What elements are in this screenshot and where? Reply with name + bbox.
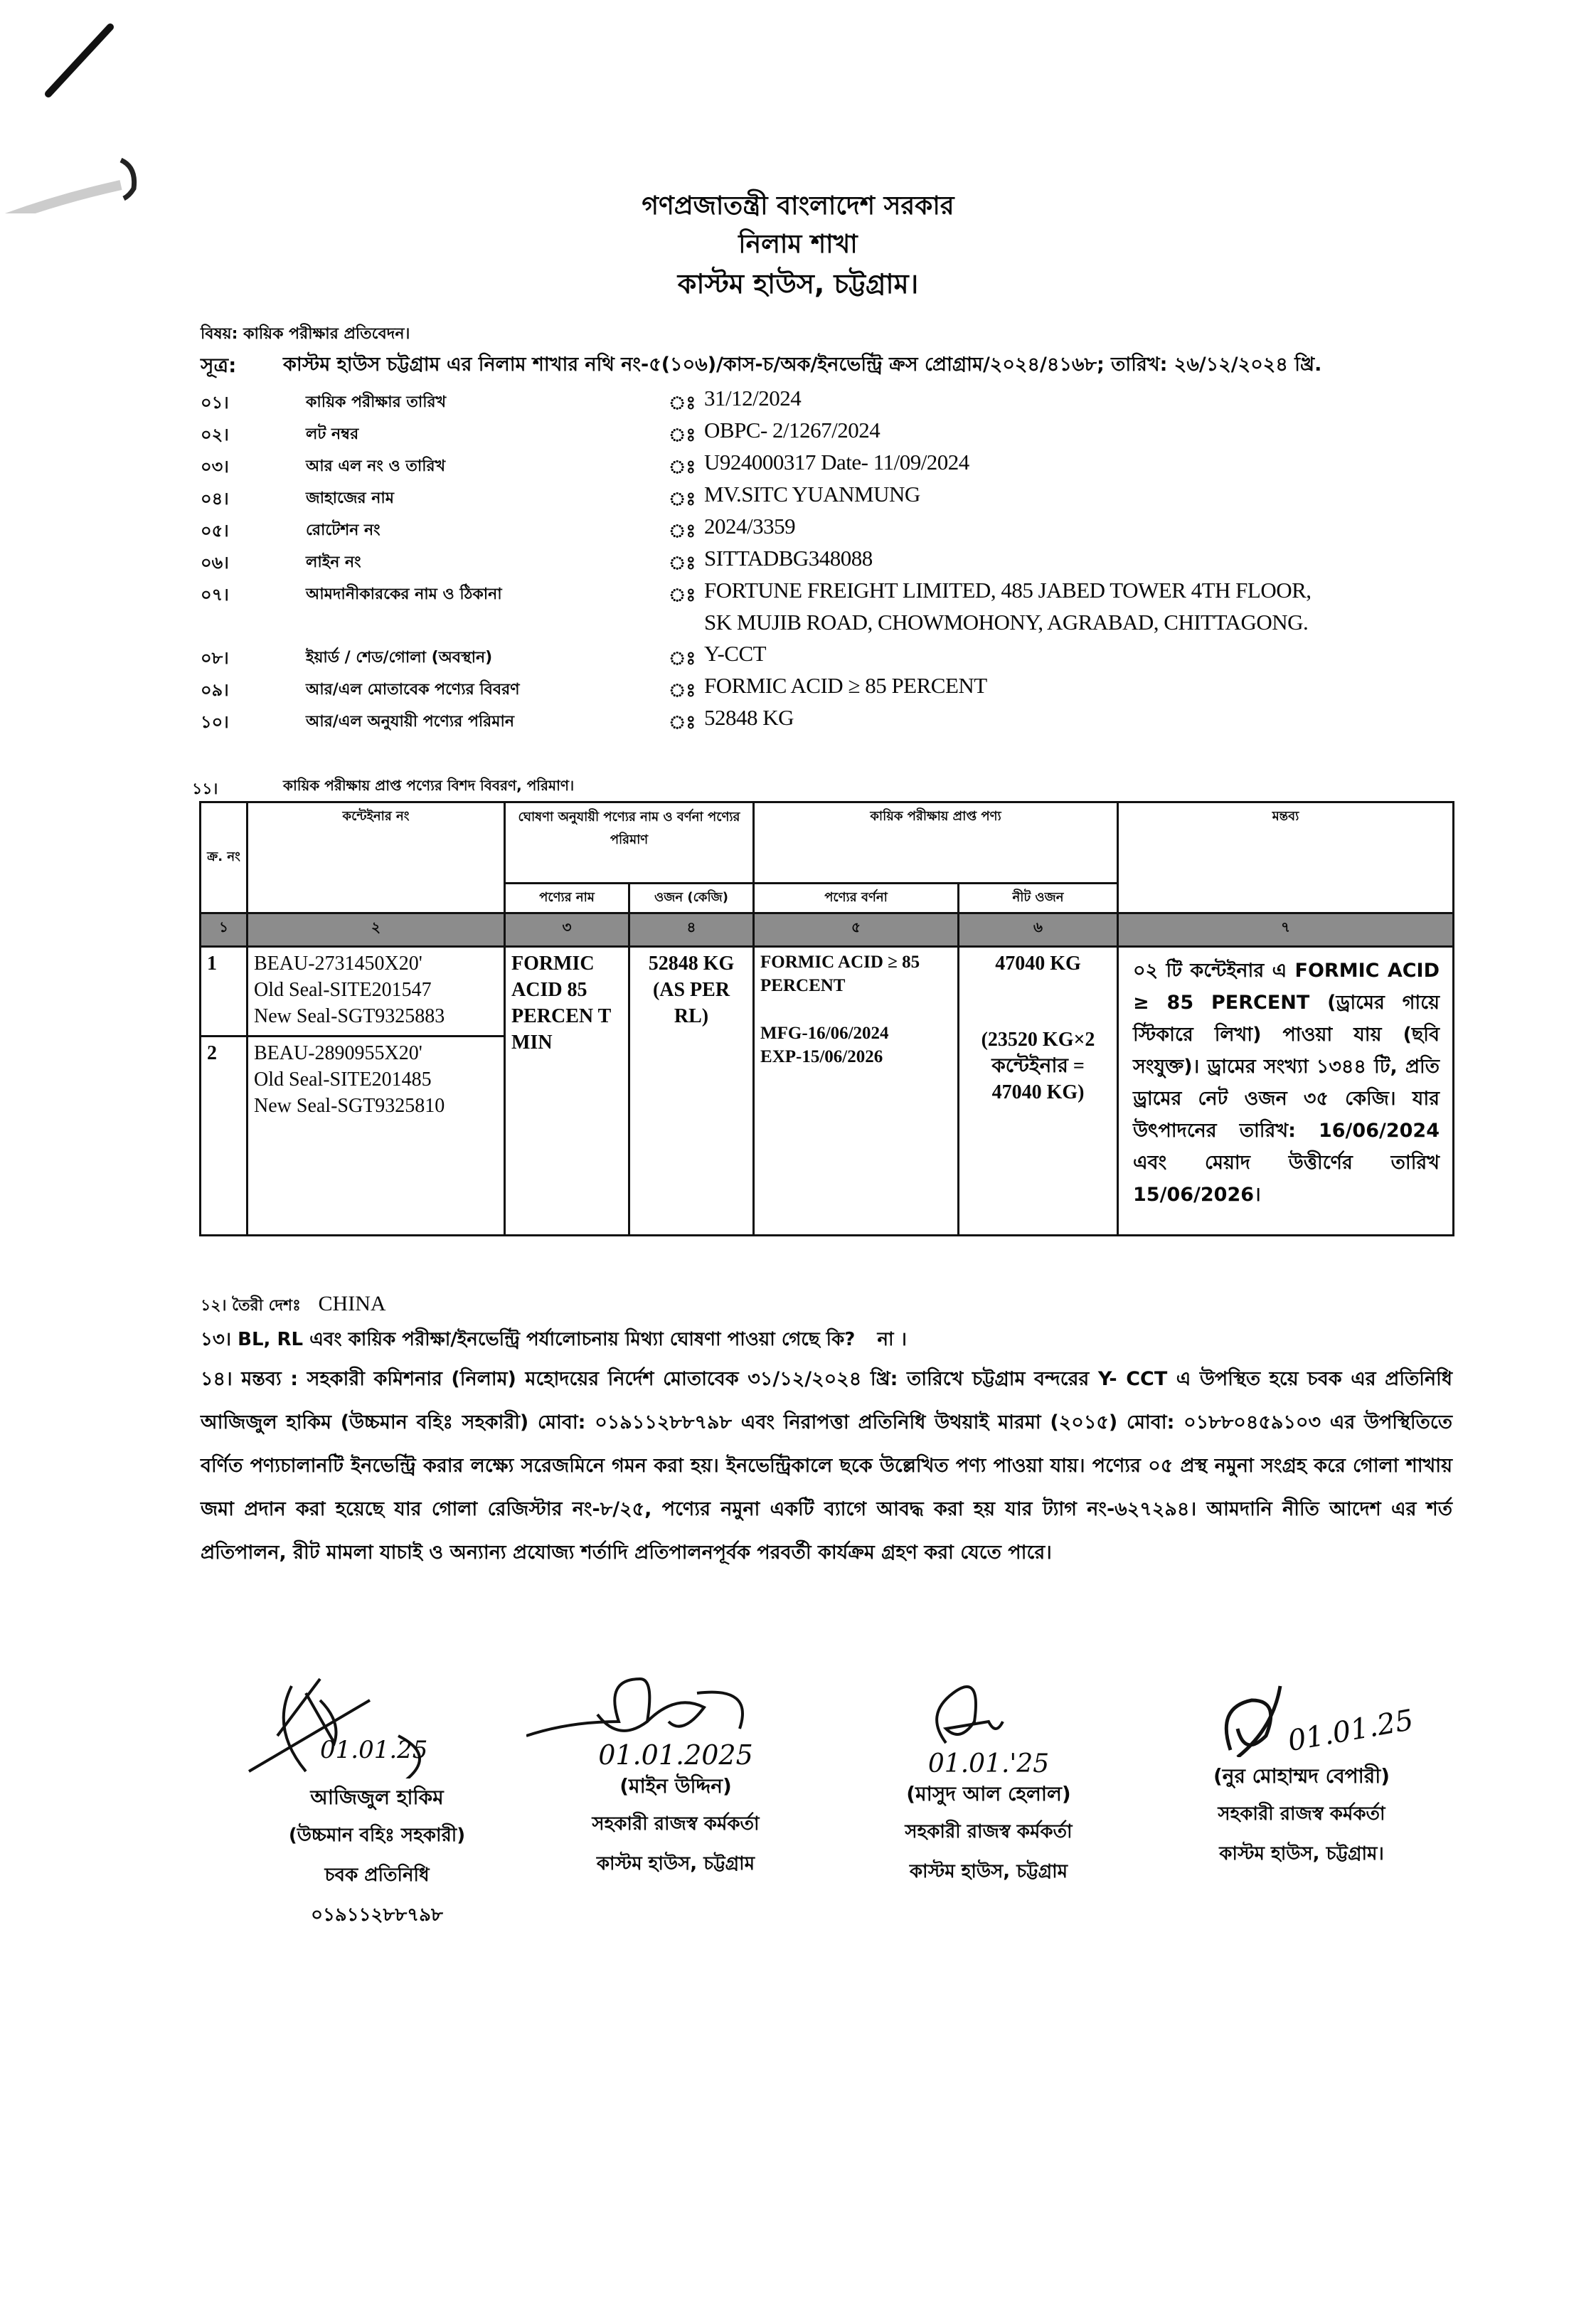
signature-scribble: [526, 1672, 825, 1750]
column-index: ৩: [505, 913, 629, 947]
manufacture-date: MFG-16/06/2024: [760, 1024, 889, 1043]
signatory-designation: সহকারী রাজস্ব কর্মকর্তা: [1218, 1803, 1385, 1825]
signatory-1: [220, 1672, 533, 1935]
old-seal: Old Seal-SITE201547: [254, 979, 432, 1001]
reference-label: সূত্র:: [201, 354, 237, 377]
container-cell: [248, 1037, 505, 1236]
field-number: ১০।: [201, 712, 229, 732]
field-label: লাইন নং: [306, 553, 361, 571]
new-seal: New Seal-SGT9325810: [254, 1095, 445, 1117]
net-weight-calculation: (23520 KG×2 কন্টেইনার = 47040 KG): [981, 1029, 1095, 1103]
column-index: ২: [248, 913, 505, 947]
handwritten-date: 01.01.'25: [927, 1749, 1050, 1778]
branch-title: নিলাম শাখা: [738, 230, 858, 259]
office-title: কাস্টম হাউস, চট্টগ্রাম।: [677, 268, 919, 299]
field-label: কায়িক পরীক্ষার তারিখ: [306, 393, 447, 411]
signatory-4: [1145, 1672, 1458, 1874]
handwritten-date: 01.01.25: [1285, 1703, 1416, 1759]
field-colon: ঃ: [669, 553, 696, 573]
field-label: আর/এল মোতাবেক পণ্যের বিবরণ: [306, 681, 520, 699]
item-13: [201, 1325, 907, 1356]
field-colon: ঃ: [669, 489, 696, 509]
column-index: ৫: [754, 913, 959, 947]
container-cell: [248, 947, 505, 1037]
found-net-cell: [959, 947, 1118, 1236]
table-section-title: কায়িক পরীক্ষায় প্রাপ্ত পণ্যের বিশদ বিবরণ, পরিমাণ।: [283, 777, 575, 794]
declared-name-cell: FORMIC ACID 85 PERCEN T MIN: [505, 947, 629, 1236]
inspection-table: [199, 801, 1454, 1236]
subject-line: বিষয়: কায়িক পরীক্ষার প্রতিবেদন।: [201, 325, 410, 343]
signatory-office: চবক প্রতিনিধি: [324, 1865, 430, 1886]
field-value: FORTUNE FREIGHT LIMITED, 485 JABED TOWER 4TH FLOOR,: [704, 578, 1312, 603]
header-found-group: কায়িক পরীক্ষায় প্রাপ্ত পণ্য: [754, 802, 1118, 884]
new-seal: New Seal-SGT9325883: [254, 1005, 445, 1027]
column-index: ৬: [959, 913, 1118, 947]
field-value: Y-CCT: [704, 641, 767, 666]
item-12: [201, 1292, 386, 1320]
field-value-continued: SK MUJIB ROAD, CHOWMOHONY, AGRABAD, CHITTAGONG.: [704, 610, 1309, 635]
field-label: আর/এল অনুযায়ী পণ্যের পরিমান: [306, 713, 515, 731]
field-colon: ঃ: [669, 648, 696, 669]
field-label: লট নম্বর: [306, 425, 359, 443]
field-number: ০৫।: [201, 521, 229, 541]
item-14-remarks: ১৪। মন্তব্য : সহকারী কমিশনার (নিলাম) মহোদয়ের নির্দেশ মোতাবেক ৩১/১২/২০২৪ খ্রি: তারিখে চট্টগ্রাম বন্দরের Y- CCT এ উপস্থিত হয়ে চবক এর প্রতিনিধি আজিজুল হাকিম (উচ্চমান বহিঃ সহকারী) মোবা: ০১৯১১২৮৮৭৯৮ এবং নিরাপত্তা প্রতিনিধি উথয়াই মারমা (২০১৫) মোবা: ০১৮৮০৪৫৯১০৩ এর উপস্থিতিতে বর্ণিত পণ্যচালানটি ইনভেন্ট্রি করার লক্ষ্যে সরেজমিনে গমন করা হয়। ইনভেন্ট্রিকালে ছকে উল্লেখিত পণ্য পাওয়া যায়। পণ্যের ০৫ প্রস্থ নমুনা সংগ্রহ করে গোলা শাখায় জমা প্রদান করা হয়েছে যার গোলা রেজিস্টার নং-৮/২৫, পণ্যের নমুনা একটি ব্যাগে আবদ্ধ করা হয় যার ট্যাগ নং-৬২৭২৯৪। আমদানি নীতি আদেশ এর শর্ত প্রতিপালন, রীট মামলা যাচাই ও অন্যান্য প্রযোজ্য শর্তাদি প্রতিপালনপূর্বক পরবর্তী কার্যক্রম গ্রহণ করা যেতে পারে।: [201, 1368, 1452, 1564]
row-serial: 2: [201, 1037, 248, 1236]
field-colon: ঃ: [669, 585, 696, 605]
header-found-desc: পণ্যের বর্ণনা: [754, 884, 959, 913]
field-colon: ঃ: [669, 393, 696, 413]
field-label: আমদানীকারকের নাম ও ঠিকানা: [306, 585, 502, 603]
field-label: জাহাজের নাম: [306, 489, 395, 507]
field-label: আর এল নং ও তারিখ: [306, 457, 446, 475]
remarks-cell: ০২ টি কন্টেইনার এ FORMIC ACID ≥ 85 PERCENT (ড্রামের গায়ে স্টিকারে লিখা) পাওয়া যায় (ছবি সংযুক্ত)। ড্রামের সংখ্যা ১৩৪৪ টি, প্রতি ড্রামের নেট ওজন ৩৫ কেজি। যার উৎপাদনের তারিখ: 16/06/2024 এবং মেয়াদ উত্তীর্ণের তারিখ 15/06/2026।: [1118, 947, 1454, 1236]
reference-text: কাস্টম হাউস চট্টগ্রাম এর নিলাম শাখার নথি নং-৫(১০৬)/কাস-চ/অক/ইনভেন্ট্রি ক্রস প্রোগ্রাম/২০২৪/৪১৬৮; তারিখ: ২৬/১২/২০২৪ খ্রি.: [283, 354, 1322, 376]
signatory-office: কাস্টম হাউস, চট্টগ্রাম।: [1219, 1843, 1384, 1865]
signatory-office: কাস্টম হাউস, চট্টগ্রাম: [596, 1853, 755, 1875]
government-title: গণপ্রজাতন্ত্রী বাংলাদেশ সরকার: [642, 191, 954, 221]
signatory-name: (নুর মোহাম্মদ বেপারী): [1213, 1764, 1390, 1788]
signatory-phone: ০১৯১১২৮৮৭৯৮: [311, 1904, 443, 1926]
field-value: 31/12/2024: [704, 386, 802, 410]
handwritten-date: 01.01.2025: [598, 1739, 753, 1771]
signature-scribble: [839, 1672, 1138, 1750]
signatory-designation: সহকারী রাজস্ব কর্মকর্তা: [905, 1821, 1073, 1843]
field-number: ০৭।: [201, 585, 229, 605]
field-number: ০৪।: [201, 489, 229, 509]
false-declaration-answer: না ।: [877, 1329, 907, 1350]
field-value: OBPC- 2/1267/2024: [704, 418, 881, 442]
old-seal: Old Seal-SITE201485: [254, 1069, 432, 1091]
column-index: ৪: [629, 913, 754, 947]
country-value: CHINA: [318, 1292, 386, 1315]
field-value: 2024/3359: [704, 514, 796, 539]
signatory-2: [526, 1672, 825, 1884]
found-net-weight: 47040 KG: [995, 953, 1081, 975]
signatory-office: কাস্টম হাউস, চট্টগ্রাম: [909, 1861, 1068, 1882]
field-label: ইয়ার্ড / শেড/গোলা (অবস্থান): [306, 649, 493, 667]
column-index: ১: [201, 913, 248, 947]
handwritten-date: 01.01.25: [320, 1736, 428, 1764]
column-index-row: [201, 913, 1454, 947]
field-value: U924000317 Date- 11/09/2024: [704, 450, 969, 475]
field-colon: ঃ: [669, 680, 696, 701]
header-remarks: মন্তব্য: [1118, 802, 1454, 913]
country-label: ১২। তৈরী দেশঃ: [201, 1297, 301, 1315]
signatory-name: আজিজুল হাকিম: [310, 1786, 444, 1809]
field-number: ০৮।: [201, 648, 229, 668]
field-number: ০৬।: [201, 553, 229, 573]
header-found-net: নীট ওজন: [959, 884, 1118, 913]
field-colon: ঃ: [669, 425, 696, 445]
field-colon: ঃ: [669, 521, 696, 541]
header-serial: ক্র. নং: [201, 802, 248, 913]
field-colon: ঃ: [669, 712, 696, 733]
table-row: [201, 947, 1454, 1037]
field-number: ০৩।: [201, 457, 229, 477]
expiry-date: EXP-15/06/2026: [760, 1047, 883, 1066]
column-index: ৭: [1118, 913, 1454, 947]
container-number: BEAU-2731450X20': [254, 953, 422, 975]
field-number: ০৯।: [201, 680, 229, 700]
field-colon: ঃ: [669, 457, 696, 477]
found-desc-cell: [754, 947, 959, 1236]
signatory-designation: (উচ্চমান বহিঃ সহকারী): [288, 1825, 466, 1846]
pen-stroke-mark: [0, 0, 213, 213]
signatory-3: [839, 1672, 1138, 1892]
row-serial: 1: [201, 947, 248, 1037]
found-description: FORMIC ACID ≥ 85 PERCENT: [760, 953, 920, 995]
field-value: MV.SITC YUANMUNG: [704, 482, 920, 507]
declared-weight-cell: 52848 KG (AS PER RL): [629, 947, 754, 1236]
signatory-designation: সহকারী রাজস্ব কর্মকর্তা: [592, 1813, 760, 1835]
field-label: রোটেশন নং: [306, 521, 381, 539]
container-number: BEAU-2890955X20': [254, 1042, 422, 1064]
field-value: FORMIC ACID ≥ 85 PERCENT: [704, 673, 987, 698]
table-section-number: ১১।: [192, 780, 218, 798]
signatory-name: (মাইন উদ্দিন): [619, 1774, 732, 1798]
field-number: ০১।: [201, 393, 229, 413]
header-declared-group: ঘোষণা অনুযায়ী পণ্যের নাম ও বর্ণনা পণ্যের পরিমাণ: [505, 802, 754, 884]
signatory-name: (মাসুদ আল হেলাল): [906, 1782, 1071, 1806]
field-number: ০২।: [201, 425, 229, 445]
false-declaration-question: ১৩। BL, RL এবং কায়িক পরীক্ষা/ইনভেন্ট্রি পর্যালোচনায় মিথ্যা ঘোষণা পাওয়া গেছে কি?: [201, 1329, 856, 1350]
field-value: 52848 KG: [704, 705, 794, 730]
field-value: SITTADBG348088: [704, 546, 873, 571]
header-declared-name: পণ্যের নাম: [505, 884, 629, 913]
header-container: কন্টেইনার নং: [248, 802, 505, 913]
header-declared-weight: ওজন (কেজি): [629, 884, 754, 913]
